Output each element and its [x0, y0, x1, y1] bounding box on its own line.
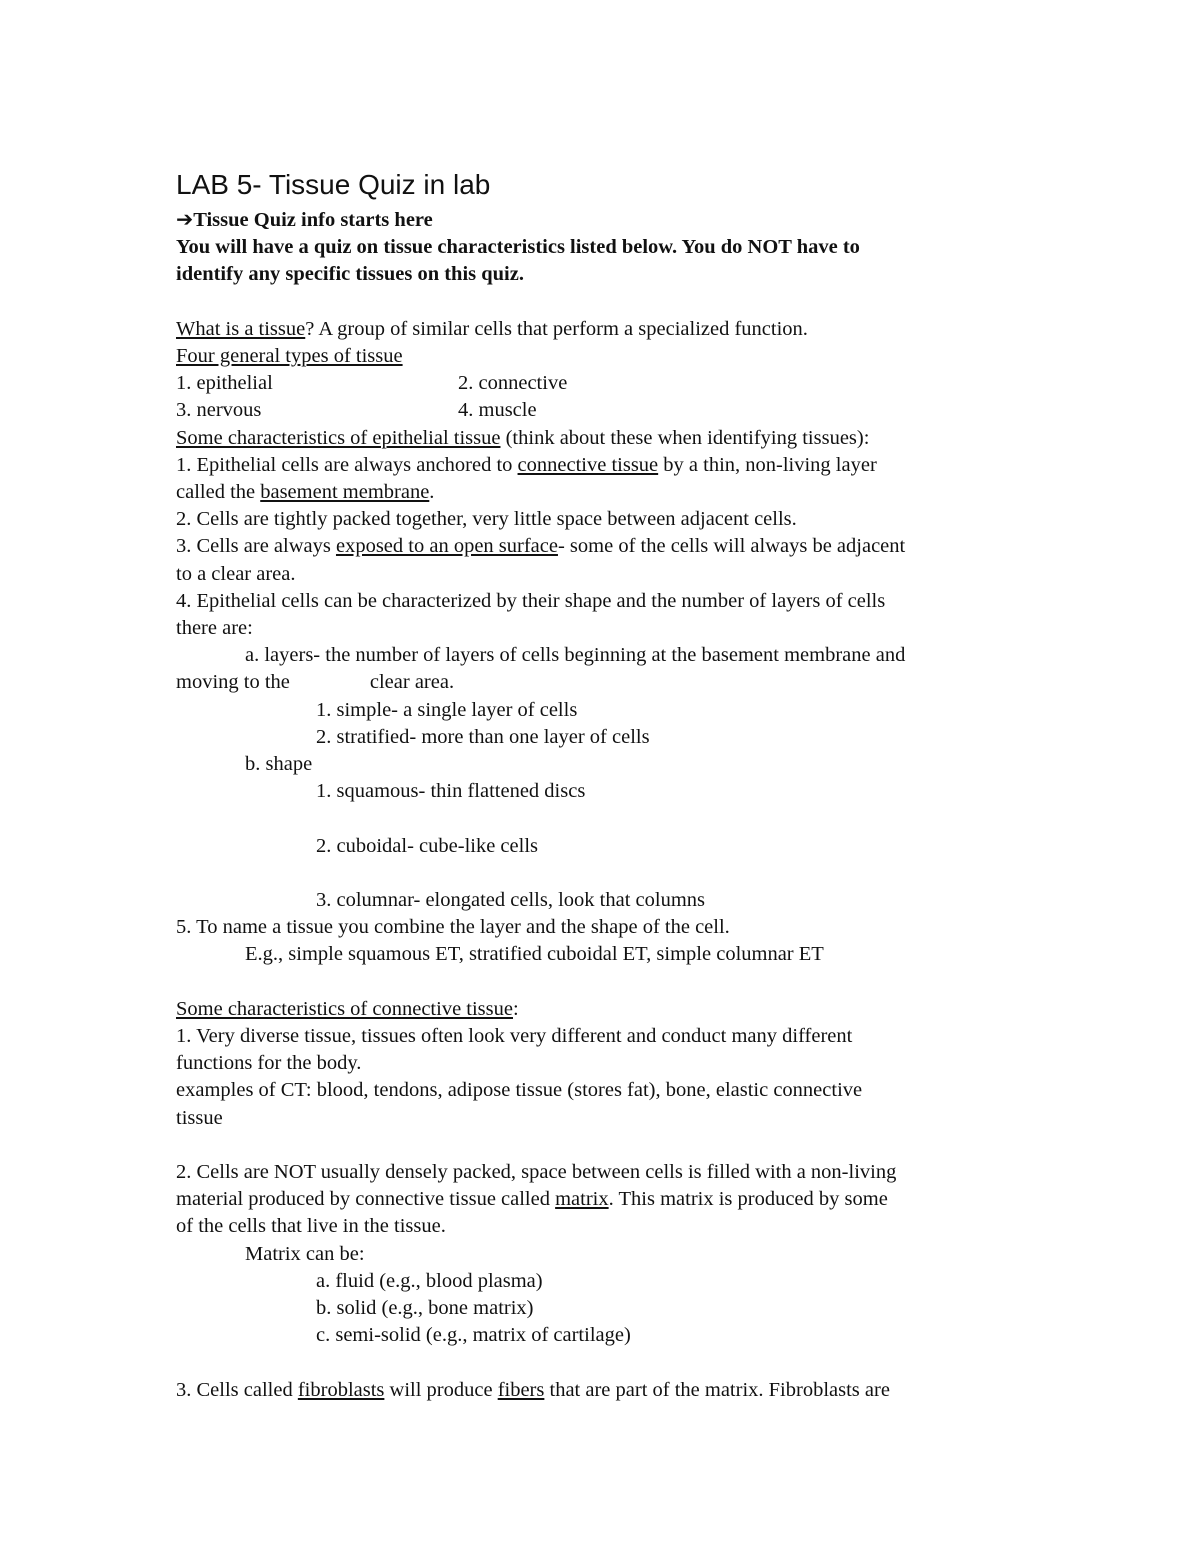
intro-line-2: identify any specific tissues on this quiz.	[176, 263, 524, 286]
layer-simple: 1. simple- a single layer of cells	[316, 698, 578, 721]
epi-point-5: 5. To name a tissue you combine the layer and the shape of the cell.	[176, 916, 730, 939]
ct-examples: examples of CT: blood, tendons, adipose tissue (stores fat), bone, elastic connective	[176, 1079, 863, 1102]
intro-line-1: You will have a quiz on tissue characteristics listed below. You do NOT have to	[176, 236, 860, 259]
shape-columnar: 3. columnar- elongated cells, look that columns	[316, 889, 705, 912]
arrow-right-icon: ➔	[176, 207, 194, 231]
epi-point-1-cont: called the basement membrane.	[176, 481, 435, 504]
spacer	[176, 289, 1026, 316]
ct-point-2-cont: material produced by connective tissue called matrix. This matrix is produced by some	[176, 1188, 888, 1211]
matrix-heading: Matrix can be:	[245, 1242, 365, 1265]
types-row-1: 1. epithelial 2. connective	[176, 372, 568, 395]
epi-point-1: 1. Epithelial cells are always anchored to connective tissue by a thin, non-living layer	[176, 453, 877, 476]
quiz-info-start: ➔Tissue Quiz info starts here	[176, 207, 433, 231]
ct-examples-cont: tissue	[176, 1106, 223, 1129]
connective-heading: Some characteristics of connective tissue:	[176, 997, 519, 1020]
layers-item: a. layers- the number of layers of cells beginning at the basement membrane and	[245, 644, 906, 667]
what-is-tissue: What is a tissue? A group of similar cells that perform a specialized function.	[176, 317, 808, 340]
shape-item: b. shape	[245, 753, 313, 776]
spacer	[176, 1349, 1026, 1376]
epi-point-5-example: E.g., simple squamous ET, stratified cuboidal ET, simple columnar ET	[245, 943, 824, 966]
epi-point-3: 3. Cells are always exposed to an open surface- some of the cells will always be adjacent	[176, 535, 906, 558]
matrix-semisolid: c. semi-solid (e.g., matrix of cartilage)	[316, 1324, 631, 1347]
shape-cuboidal: 2. cuboidal- cube-like cells	[316, 834, 538, 857]
spacer	[176, 860, 1026, 887]
layer-stratified: 2. stratified- more than one layer of cells	[316, 725, 650, 748]
epi-point-3-cont: to a clear area.	[176, 562, 296, 585]
layers-item-cont: moving to the clear area.	[176, 671, 455, 694]
spacer	[176, 1132, 1026, 1159]
ct-point-1-cont: functions for the body.	[176, 1052, 362, 1075]
epi-point-4-cont: there are:	[176, 617, 253, 640]
shape-squamous: 1. squamous- thin flattened discs	[316, 780, 586, 803]
document-page	[176, 168, 1026, 1404]
epi-point-2: 2. Cells are tightly packed together, very little space between adjacent cells.	[176, 508, 797, 531]
ct-point-1: 1. Very diverse tissue, tissues often look very different and conduct many different	[176, 1025, 853, 1048]
matrix-fluid: a. fluid (e.g., blood plasma)	[316, 1269, 543, 1292]
epi-point-4: 4. Epithelial cells can be characterized by their shape and the number of layers of cells	[176, 589, 886, 612]
ct-point-2-cont-2: of the cells that live in the tissue.	[176, 1215, 446, 1238]
page-title: LAB 5- Tissue Quiz in lab	[176, 169, 491, 200]
spacer	[176, 969, 1026, 996]
matrix-solid: b. solid (e.g., bone matrix)	[316, 1297, 534, 1320]
types-row-2: 3. nervous 4. muscle	[176, 399, 537, 422]
epithelial-heading: Some characteristics of epithelial tissue (think about these when identifying tissues):	[176, 426, 870, 449]
spacer	[176, 805, 1026, 832]
four-types-heading: Four general types of tissue	[176, 345, 403, 367]
ct-point-3: 3. Cells called fibroblasts will produce fibers that are part of the matrix. Fibroblasts are	[176, 1378, 890, 1401]
ct-point-2: 2. Cells are NOT usually densely packed, space between cells is filled with a non-living	[176, 1161, 897, 1184]
